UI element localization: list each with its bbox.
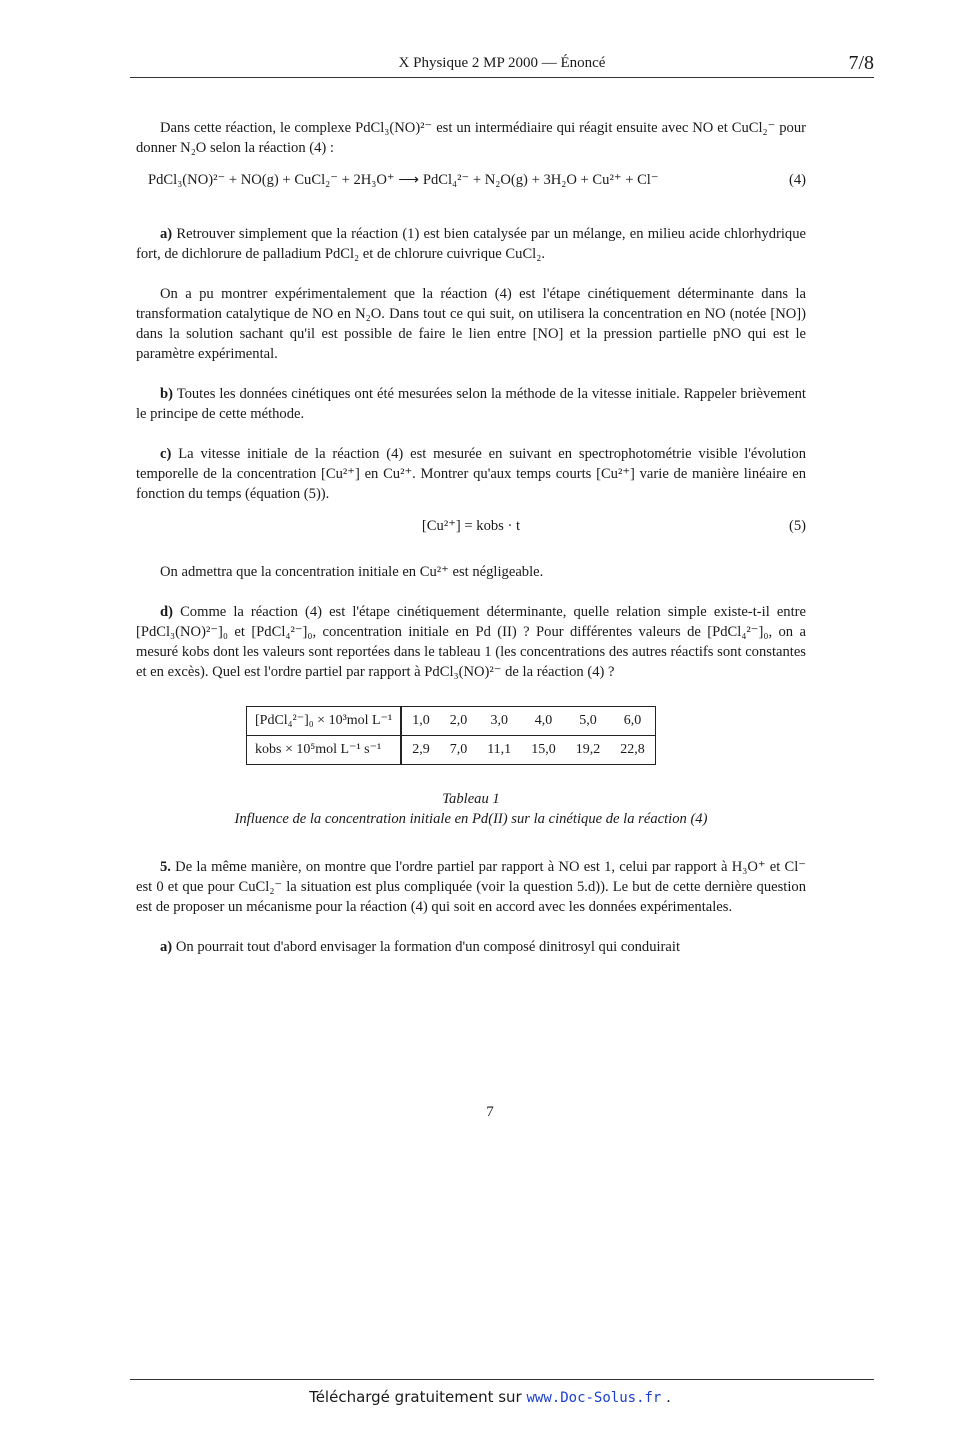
table-cell: 2,0: [440, 707, 478, 736]
page-body: [136, 118, 806, 957]
paragraph-kinetics: On a pu montrer expérimentalement que la réaction (4) est l'étape cinétiquement déterminante dans la transformation catalytique de NO en N₂O. Dans tout ce qui suit, on utilisera la concentration en NO (notée [NO]) dans la solution sachant qu'il est possible de faire le lien entre [NO] et la pression partielle pNO qui est le paramètre expérimental.: [136, 286, 806, 362]
footer-end: .: [666, 1388, 671, 1406]
table-cell: 1,0: [401, 707, 440, 736]
table-caption-title: Tableau 1: [442, 791, 500, 807]
footer-text: Téléchargé gratuitement sur: [309, 1388, 522, 1406]
question-c-text: La vitesse initiale de la réaction (4) est mesurée en suivant en spectrophotométrie visible l'évolution temporelle de la concentration [Cu²⁺] en Cu²⁺. Montrer qu'aux temps courts [Cu²⁺] varie de manière linéaire en fonction du temps (équation (5)).: [136, 446, 806, 502]
paragraph-initial-cu: On admettra que la concentration initiale en Cu²⁺ est négligeable.: [160, 564, 544, 580]
table-cell: 5,0: [566, 707, 611, 736]
question-d: [136, 602, 806, 682]
question-c-label: c): [160, 446, 172, 462]
question-a-label: a): [160, 226, 173, 242]
table-row: [247, 736, 656, 765]
question-a: [136, 224, 806, 264]
header-title: X Physique 2 MP 2000 — Énoncé: [398, 55, 606, 71]
table-cell: 22,8: [610, 736, 655, 765]
question-5a-text: On pourrait tout d'abord envisager la formation d'un composé dinitrosyl qui conduirait: [175, 939, 681, 955]
equation-5-body: [Cu²⁺] = kobs · t: [421, 518, 521, 534]
table-cell: 3,0: [477, 707, 521, 736]
footer-link[interactable]: www.Doc-Solus.fr: [526, 1390, 662, 1406]
question-5-text: De la même manière, on montre que l'ordre partiel par rapport à NO est 1, celui par rapport à H₃O⁺ et Cl⁻ est 0 et que pour CuCl₂⁻ la situation est plus compliquée (voir la question 5.d)). Le but de cette dernière question est de proposer un mécanisme pour la réaction (4) qui soit en accord avec les données expérimentales.: [136, 859, 806, 915]
page-footer: [0, 1388, 980, 1406]
table-cell: 15,0: [521, 736, 566, 765]
equation-4-body: PdCl₃(NO)²⁻ + NO(g) + CuCl₂⁻ + 2H₃O⁺ ⟶ PdCl₄²⁻ + N₂O(g) + 3H₂O + Cu²⁺ + Cl⁻: [148, 172, 659, 188]
table-cell: 19,2: [566, 736, 611, 765]
question-b-label: b): [160, 386, 173, 402]
table-row: [247, 707, 656, 736]
table-caption-subtitle: Influence de la concentration initiale en Pd(II) sur la cinétique de la réaction (4): [234, 811, 708, 827]
equation-5: [136, 516, 806, 542]
question-b: [136, 384, 806, 424]
question-5a: [136, 937, 806, 957]
question-c: [136, 444, 806, 504]
table-row-header: kobs × 10⁵mol L⁻¹ s⁻¹: [247, 736, 402, 765]
header-page-count: 7/8: [848, 52, 874, 74]
paragraph-intro: Dans cette réaction, le complexe PdCl₃(NO)²⁻ est un intermédiaire qui réagit ensuite avec NO et CuCl₂⁻ pour donner N₂O selon la réaction (4) :: [136, 120, 806, 156]
equation-5-number: (5): [788, 518, 806, 534]
question-5-label: 5.: [160, 859, 171, 875]
table-cell: 6,0: [610, 707, 655, 736]
equation-4: [136, 170, 806, 196]
equation-4-number: (4): [788, 172, 806, 188]
table-cell: 11,1: [477, 736, 521, 765]
question-a-text: Retrouver simplement que la réaction (1) est bien catalysée par un mélange, en milieu acide chlorhydrique fort, de dichlorure de palladium PdCl₂ et de chlorure cuivrique CuCl₂.: [136, 226, 806, 262]
question-d-text: Comme la réaction (4) est l'étape cinétiquement déterminante, quelle relation simple existe-t-il entre [PdCl₃(NO)²⁻]₀ et [PdCl₄²⁻]₀, concentration initiale en Pd (II) ? Pour différentes valeurs de [PdCl₄²⁻]₀, on a mesuré kobs dont les valeurs sont reportées dans le tableau 1 (les concentrations des autres réactifs sont constantes et en excès). Quel est l'ordre partiel par rapport à PdCl₃(NO)²⁻ de la réaction (4) ?: [136, 604, 806, 680]
question-5: [136, 857, 806, 917]
question-b-text: Toutes les données cinétiques ont été mesurées selon la méthode de la vitesse initiale. Rappeler brièvement le principe de cette méthode.: [136, 386, 806, 422]
question-d-label: d): [160, 604, 173, 620]
page-number: 7: [486, 1104, 494, 1120]
table-1: [246, 706, 656, 765]
page-header: [130, 52, 874, 78]
question-5a-label: a): [160, 939, 173, 955]
table-cell: 2,9: [401, 736, 440, 765]
footer-divider: [130, 1379, 874, 1380]
table-1-wrapper: [246, 706, 806, 765]
table-row-header: [PdCl₄²⁻]₀ × 10³mol L⁻¹: [247, 707, 402, 736]
table-caption: [136, 789, 806, 829]
table-cell: 4,0: [521, 707, 566, 736]
table-cell: 7,0: [440, 736, 478, 765]
